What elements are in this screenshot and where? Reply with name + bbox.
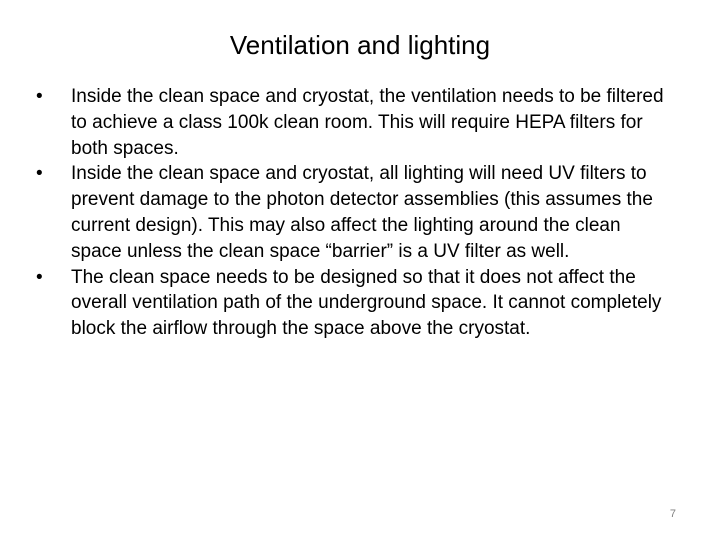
slide-title: Ventilation and lighting [229,30,491,60]
bullet-item-ventilation: • Inside the clean space and cryostat, the ventilation needs to be filtered to achieve a class 100k clean room. This will require HEPA filters for both spaces. [36,84,676,161]
bullet-item-lighting: • Inside the clean space and cryostat, all lighting will need UV filters to prevent damage to the photon detector assemblies (this assumes the current design). This may also affect the lighting around the clean space unless the clean space “barrier” is a UV filter as well. [36,161,676,264]
bullet-item-airflow: • The clean space needs to be designed so that it does not affect the overall ventilation path of the underground space. It cannot completely block the airflow through the space above the cryostat. [36,265,676,342]
page-number: 7 [669,508,676,520]
bullet-list [36,84,676,342]
